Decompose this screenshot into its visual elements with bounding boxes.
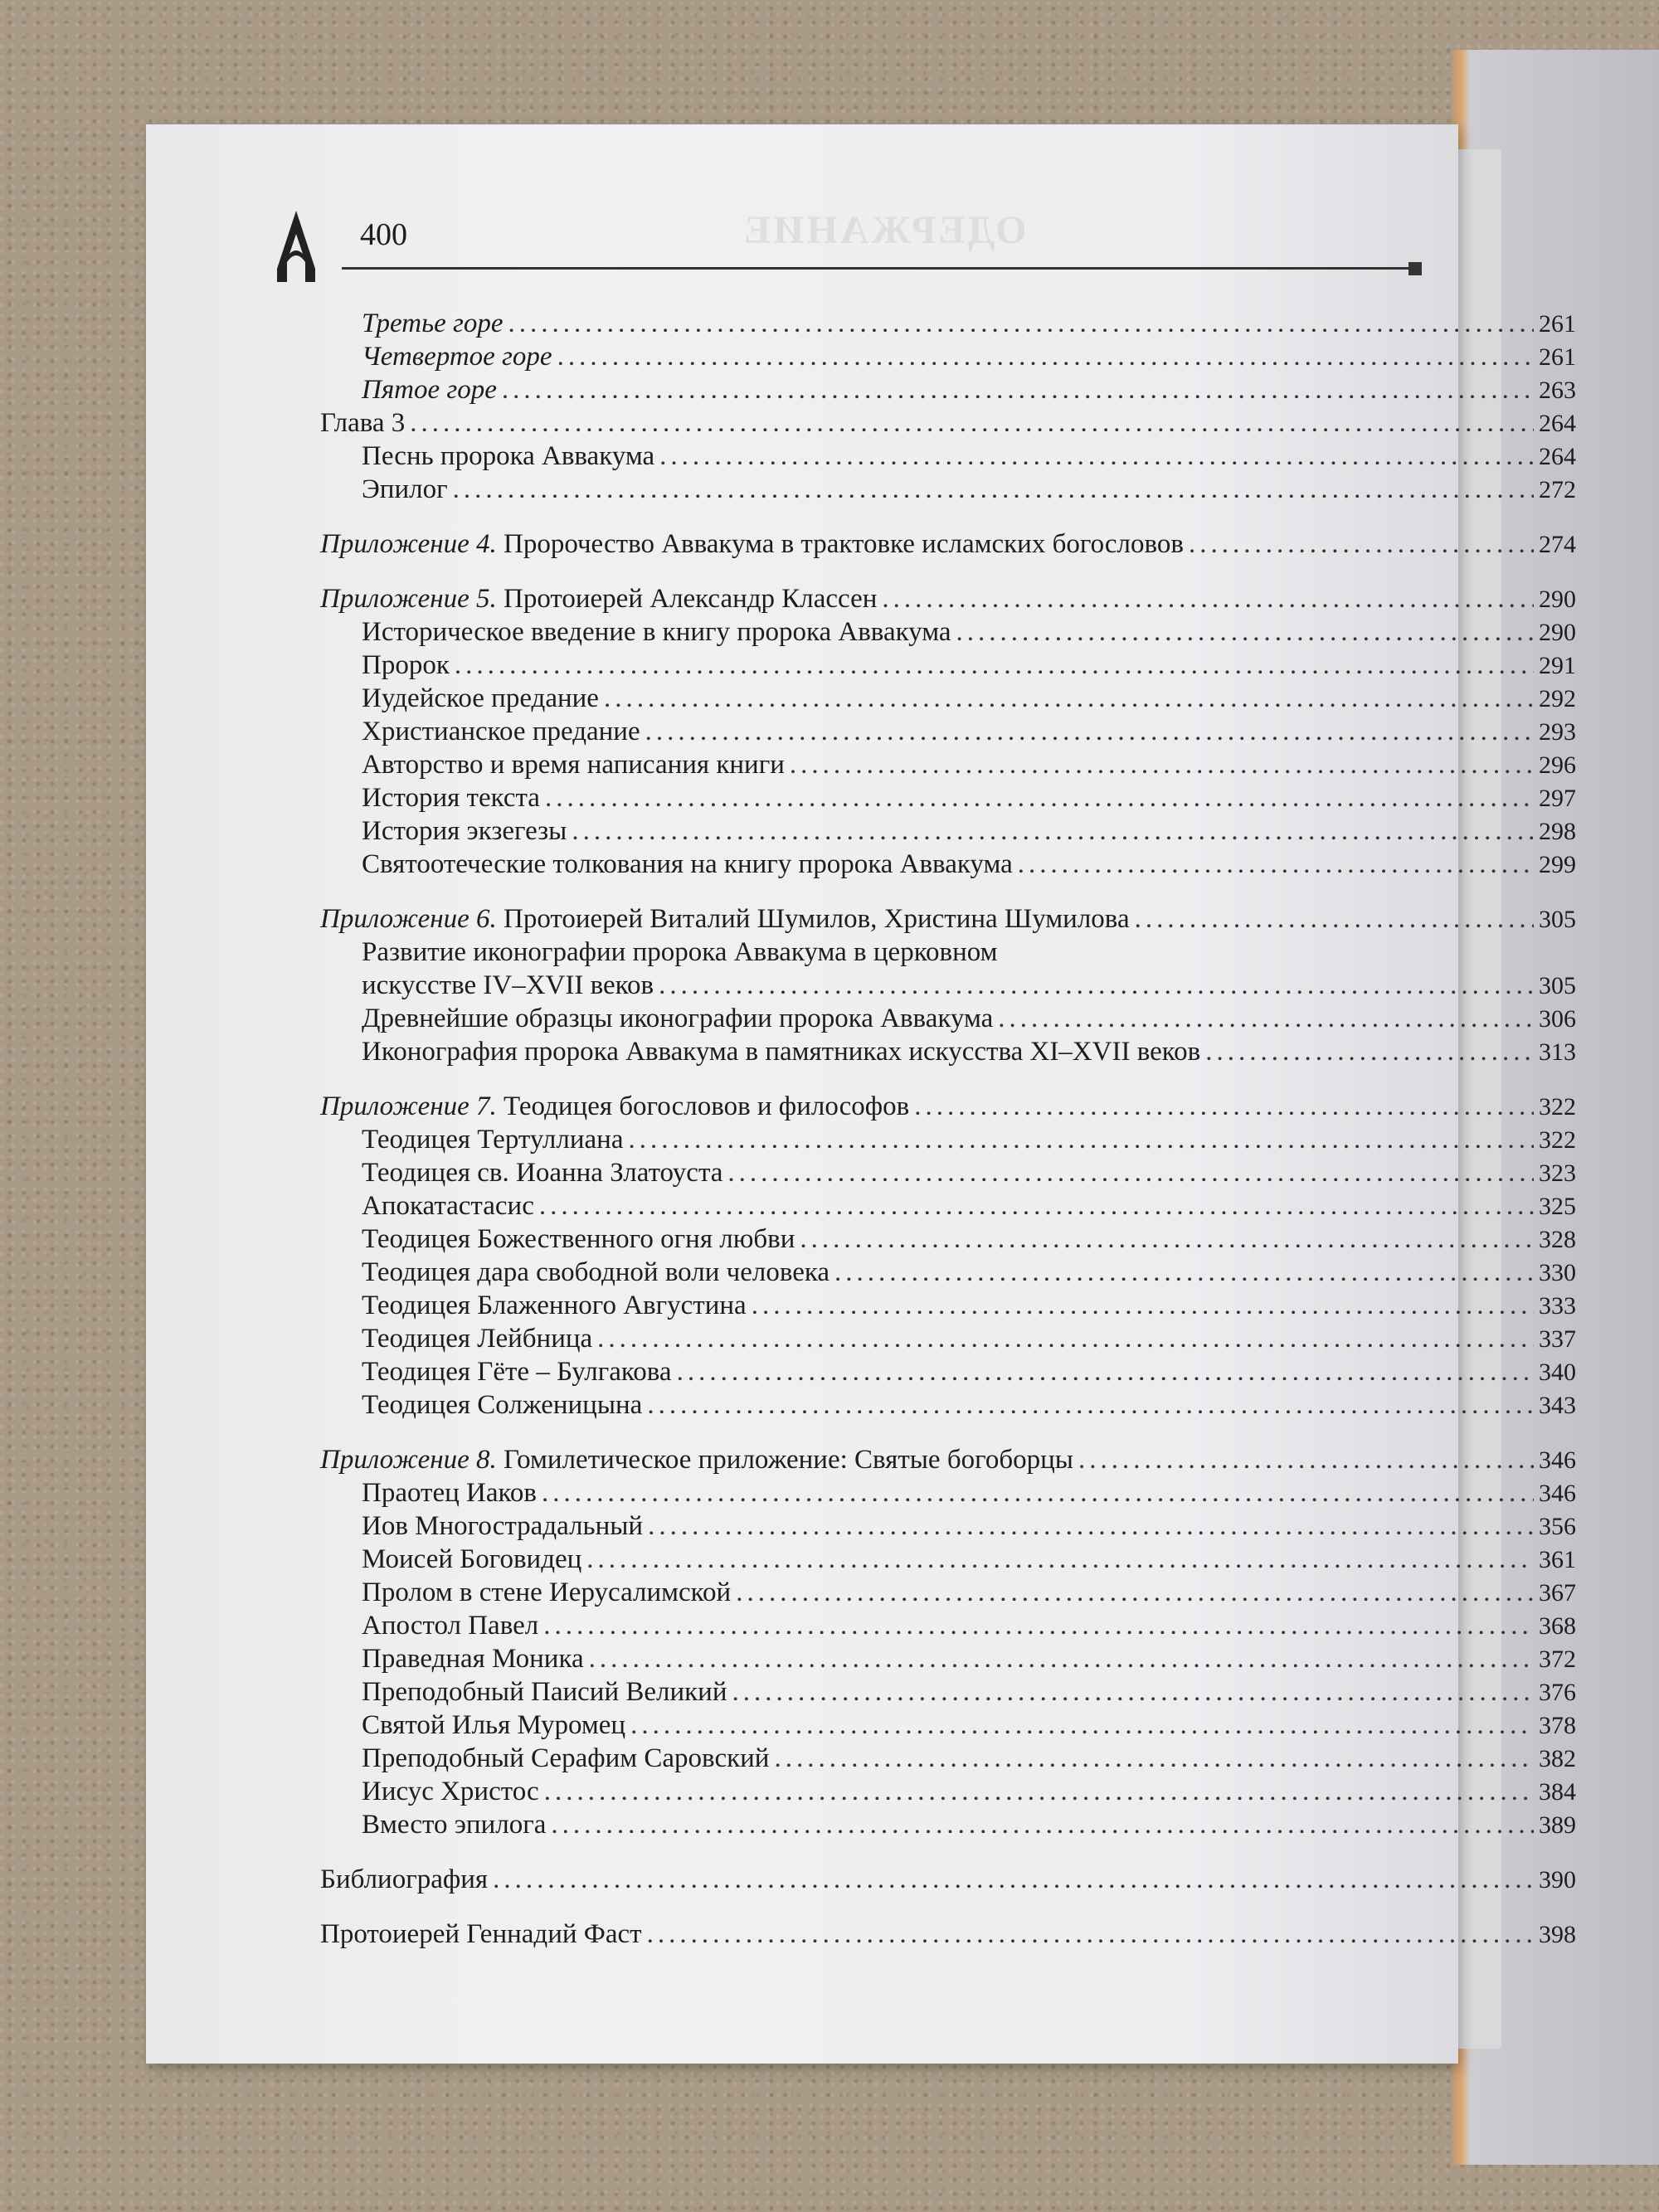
dot-leader [834, 1256, 1534, 1289]
toc-entry [320, 1642, 1576, 1675]
toc-page-number: 299 [1539, 851, 1576, 878]
toc-page-number: 390 [1539, 1866, 1576, 1894]
toc-entry [320, 1609, 1576, 1642]
dot-leader [752, 1289, 1534, 1322]
toc-entry [320, 1189, 1576, 1223]
toc-entry [320, 1256, 1576, 1289]
dot-leader [508, 307, 1534, 340]
dot-leader [648, 1510, 1534, 1543]
dot-leader [736, 1576, 1534, 1609]
dot-leader [455, 649, 1534, 682]
toc-entry-title: Теодицея Гёте – Булгакова [362, 1357, 672, 1387]
toc-entry-title: Авторство и время написания книги [362, 750, 785, 780]
toc-page-number: 292 [1539, 685, 1576, 712]
toc-entry-title: Пророк [362, 650, 450, 680]
toc-page-number: 264 [1539, 443, 1576, 470]
toc-entry [320, 440, 1576, 473]
toc-entry-title [320, 582, 877, 615]
toc-entry-title: Развитие иконографии пророка Аввакума в церковном [362, 937, 998, 967]
toc-page-number: 306 [1539, 1005, 1576, 1033]
toc-entry [320, 848, 1576, 881]
toc-page-number: 272 [1539, 476, 1576, 503]
toc-entry-title: Христианское предание [362, 717, 640, 746]
table-of-contents [320, 307, 1576, 1951]
dot-leader [998, 1002, 1534, 1035]
toc-entry-title: Святой Илья Муромец [362, 1710, 626, 1740]
dot-leader [677, 1355, 1534, 1388]
toc-page-number: 293 [1539, 718, 1576, 746]
toc-entry [320, 969, 1576, 1002]
toc-page-number: 313 [1539, 1038, 1576, 1066]
toc-entry-title: Праотец Иаков [362, 1478, 537, 1508]
toc-entry [320, 527, 1576, 561]
toc-entry [320, 1002, 1576, 1035]
toc-entry-text: Протоиерей Александр Классен [503, 584, 878, 614]
toc-entry-title: Четвертое горе [362, 342, 552, 372]
toc-entry-title: История текста [362, 783, 540, 813]
dot-leader [453, 473, 1534, 506]
dot-leader [790, 748, 1534, 781]
dot-leader [539, 1189, 1534, 1223]
toc-entry-title: Иисус Христос [362, 1777, 539, 1806]
toc-entry [320, 748, 1576, 781]
toc-entry-title: Апокатастасис [362, 1191, 534, 1221]
toc-entry [320, 1355, 1576, 1388]
toc-entry [320, 373, 1576, 406]
toc-page-number: 340 [1539, 1359, 1576, 1386]
toc-entry-text: Протоиерей Виталий Шумилов, Христина Шумилова [503, 904, 1130, 934]
toc-entry-title: Иконография пророка Аввакума в памятниках искусства XI–XVII веков [362, 1037, 1201, 1067]
toc-entry-title: Древнейшие образцы иконографии пророка Аввакума [362, 1004, 994, 1033]
dot-leader [502, 373, 1534, 406]
dot-leader [1135, 902, 1534, 936]
dot-leader [727, 1156, 1534, 1189]
toc-entry-title: Преподобный Серафим Саровский [362, 1743, 770, 1773]
dot-leader [543, 1609, 1534, 1642]
toc-entry [320, 340, 1576, 373]
header-rule-end-mark [1408, 262, 1422, 275]
appendix-label: Приложение 5. [320, 584, 497, 614]
toc-entry [320, 1156, 1576, 1189]
dot-leader [493, 1863, 1534, 1896]
toc-entry-title: Протоиерей Геннадий Фаст [320, 1919, 642, 1949]
toc-entry [320, 1289, 1576, 1322]
dot-leader [774, 1742, 1534, 1775]
toc-entry-title: Теодицея Лейбница [362, 1324, 593, 1354]
toc-page-number: 337 [1539, 1325, 1576, 1353]
toc-page-number: 368 [1539, 1612, 1576, 1640]
toc-entry [320, 649, 1576, 682]
dot-leader [732, 1675, 1534, 1709]
toc-page-number: 291 [1539, 652, 1576, 679]
appendix-label: Приложение 8. [320, 1445, 497, 1475]
dot-leader [647, 1388, 1534, 1422]
dot-leader [1078, 1443, 1534, 1476]
toc-entry-text: Пророчество Аввакума в трактовке исламских богословов [503, 529, 1184, 559]
toc-entry-title: Преподобный Паисий Великий [362, 1677, 727, 1707]
toc-entry-title: Вместо эпилога [362, 1810, 547, 1840]
toc-page-number: 323 [1539, 1159, 1576, 1187]
toc-entry [320, 1675, 1576, 1709]
dot-leader [1189, 527, 1534, 561]
dot-leader [597, 1322, 1534, 1355]
toc-page-number: 382 [1539, 1745, 1576, 1772]
dot-leader [586, 1543, 1534, 1576]
toc-page-number: 322 [1539, 1093, 1576, 1121]
toc-page-number: 264 [1539, 410, 1576, 437]
dot-leader [1018, 848, 1534, 881]
toc-page-number: 296 [1539, 751, 1576, 779]
toc-entry-title: История экзегезы [362, 816, 567, 846]
toc-entry [320, 1742, 1576, 1775]
toc-entry-title: Теодицея Блаженного Августина [362, 1291, 747, 1320]
toc-entry-title: Святоотеческие толкования на книгу пророка Аввакума [362, 849, 1013, 879]
toc-entry [320, 1543, 1576, 1576]
appendix-label: Приложение 7. [320, 1091, 497, 1121]
toc-page-number: 367 [1539, 1579, 1576, 1607]
dot-leader [545, 781, 1534, 814]
toc-entry [320, 1090, 1576, 1123]
toc-entry [320, 1123, 1576, 1156]
toc-entry [320, 1322, 1576, 1355]
dot-leader [1205, 1035, 1534, 1068]
toc-entry [320, 1918, 1576, 1951]
toc-page-number: 290 [1539, 619, 1576, 646]
toc-page-number: 297 [1539, 785, 1576, 812]
toc-entry-title: Глава 3 [320, 408, 406, 438]
toc-entry [320, 1388, 1576, 1422]
toc-entry-title: Иов Многострадальный [362, 1511, 644, 1541]
toc-page-number: 389 [1539, 1811, 1576, 1839]
toc-page-number: 361 [1539, 1546, 1576, 1573]
dot-leader [659, 440, 1534, 473]
dot-leader [542, 1476, 1534, 1510]
dot-leader [630, 1709, 1534, 1742]
dot-leader [659, 969, 1534, 1002]
toc-entry [320, 1443, 1576, 1476]
toc-entry [320, 307, 1576, 340]
toc-entry-title: искусстве IV–XVII веков [362, 970, 654, 1000]
appendix-label: Приложение 4. [320, 529, 497, 559]
publisher-logo-icon [274, 211, 319, 282]
toc-entry [320, 406, 1576, 440]
toc-entry-title: Моисей Боговидец [362, 1544, 582, 1574]
toc-entry [320, 473, 1576, 506]
toc-entry [320, 1863, 1576, 1896]
toc-entry [320, 682, 1576, 715]
dot-leader [628, 1123, 1534, 1156]
show-through-heading: ОДЕРЖАНИЕ [742, 208, 1027, 252]
dot-leader [647, 1918, 1534, 1951]
toc-page-number: 325 [1539, 1193, 1576, 1220]
toc-entry [320, 1808, 1576, 1841]
toc-page-number: 305 [1539, 972, 1576, 999]
toc-entry-title: Пролом в стене Иерусалимской [362, 1578, 732, 1607]
toc-page-number: 328 [1539, 1226, 1576, 1253]
toc-entry [320, 1510, 1576, 1543]
toc-entry-title: Библиография [320, 1864, 489, 1894]
toc-entry [320, 715, 1576, 748]
toc-entry-title: Теодицея Солженицына [362, 1390, 643, 1420]
toc-entry-text: Гомилетическое приложение: Святые богоборцы [503, 1445, 1073, 1475]
toc-page-number: 333 [1539, 1292, 1576, 1320]
toc-entry [320, 1775, 1576, 1808]
toc-entry-title: Пятое горе [362, 375, 497, 405]
toc-entry-title: Теодицея св. Иоанна Златоуста [362, 1158, 723, 1188]
toc-entry-title: Песнь пророка Аввакума [362, 441, 655, 471]
toc-page-number: 346 [1539, 1446, 1576, 1474]
toc-entry-text: Теодицея богословов и философов [503, 1091, 910, 1121]
dot-leader [551, 1808, 1534, 1841]
dot-leader [572, 814, 1534, 848]
toc-entry-title: Теодицея Божественного огня любви [362, 1224, 795, 1254]
toc-entry-title: Праведная Моника [362, 1644, 584, 1674]
toc-page-number: 376 [1539, 1679, 1576, 1706]
dot-leader [589, 1642, 1534, 1675]
dot-leader [956, 615, 1534, 649]
dot-leader [557, 340, 1534, 373]
toc-entry [320, 936, 1576, 969]
toc-entry-title: Апостол Павел [362, 1611, 539, 1641]
toc-entry-title [320, 902, 1130, 936]
toc-page-number: 263 [1539, 377, 1576, 404]
header-rule [342, 267, 1412, 270]
dot-leader [800, 1223, 1534, 1256]
toc-entry [320, 615, 1576, 649]
dot-leader [882, 582, 1534, 615]
toc-entry [320, 1709, 1576, 1742]
toc-entry [320, 902, 1576, 936]
toc-page-number: 372 [1539, 1646, 1576, 1673]
dot-leader [410, 406, 1534, 440]
toc-page-number: 346 [1539, 1480, 1576, 1507]
toc-entry-title: Теодицея дара свободной воли человека [362, 1257, 830, 1287]
page-number: 400 [360, 217, 407, 252]
toc-page-number: 261 [1539, 343, 1576, 371]
toc-entry-title: Иудейское предание [362, 683, 599, 713]
toc-page-number: 274 [1539, 531, 1576, 558]
toc-entry-title [320, 1443, 1073, 1476]
toc-entry-title [320, 1090, 909, 1123]
toc-entry-title: Третье горе [362, 309, 504, 338]
toc-entry-title: Эпилог [362, 474, 448, 504]
toc-entry-title [320, 527, 1184, 561]
dot-leader [914, 1090, 1534, 1123]
book-page [146, 124, 1576, 2064]
toc-entry [320, 1035, 1576, 1068]
toc-page-number: 290 [1539, 586, 1576, 613]
toc-page-number: 356 [1539, 1513, 1576, 1540]
toc-entry [320, 814, 1576, 848]
toc-page-number: 322 [1539, 1126, 1576, 1154]
toc-entry [320, 781, 1576, 814]
toc-entry-title: Историческое введение в книгу пророка Аввакума [362, 617, 951, 647]
toc-entry [320, 1476, 1576, 1510]
toc-page-number: 378 [1539, 1712, 1576, 1739]
appendix-label: Приложение 6. [320, 904, 497, 934]
toc-page-number: 298 [1539, 818, 1576, 845]
toc-page-number: 305 [1539, 906, 1576, 933]
toc-entry [320, 1576, 1576, 1609]
dot-leader [604, 682, 1534, 715]
dot-leader [645, 715, 1534, 748]
toc-entry [320, 582, 1576, 615]
toc-page-number: 398 [1539, 1921, 1576, 1948]
toc-page-number: 384 [1539, 1778, 1576, 1806]
toc-page-number: 343 [1539, 1392, 1576, 1419]
dot-leader [544, 1775, 1534, 1808]
toc-entry [320, 1223, 1576, 1256]
toc-page-number: 330 [1539, 1259, 1576, 1286]
toc-page-number: 261 [1539, 310, 1576, 338]
toc-entry-title: Теодицея Тертуллиана [362, 1125, 624, 1155]
